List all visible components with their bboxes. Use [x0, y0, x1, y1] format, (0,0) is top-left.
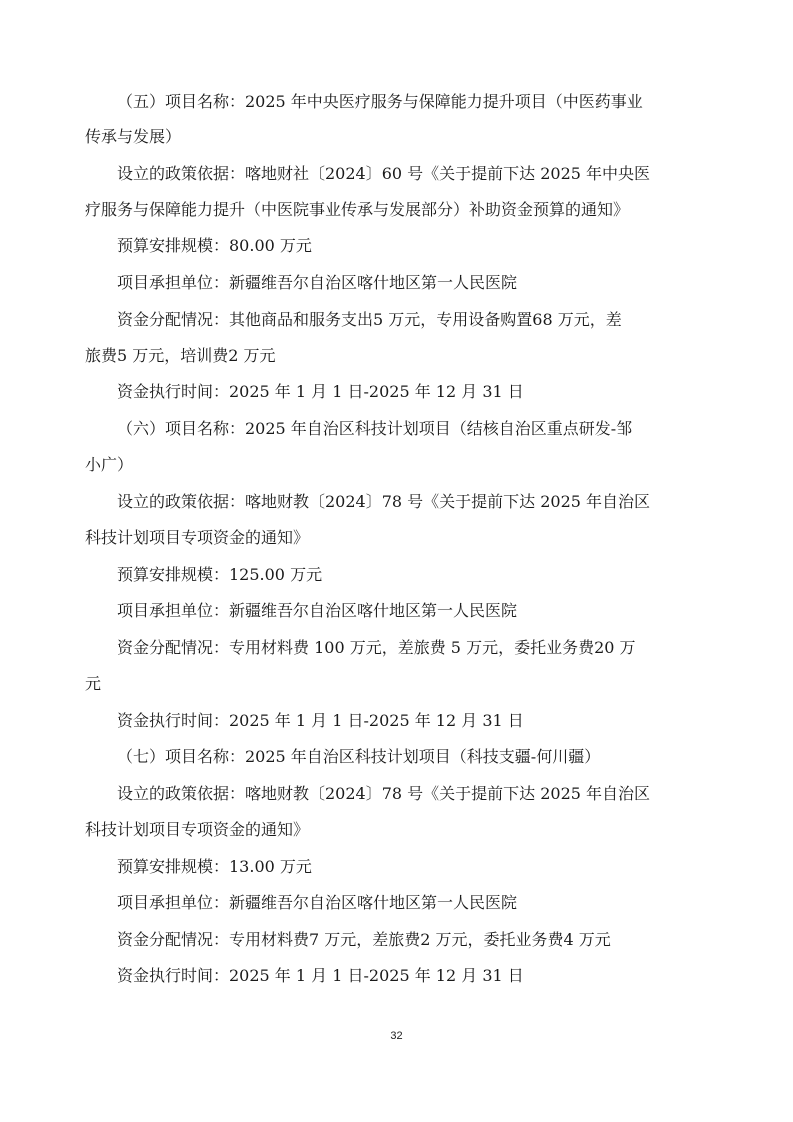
section-6-policy-basis-line-1: 设立的政策依据：喀地财教〔2024〕78 号《关于提前下达 2025 年自治区	[117, 492, 651, 511]
section-5-policy-basis-line-1: 设立的政策依据：喀地财社〔2024〕60 号《关于提前下达 2025 年中央医	[117, 164, 651, 183]
section-7-undertaking-unit: 项目承担单位：新疆维吾尔自治区喀什地区第一人民医院	[117, 893, 518, 912]
section-7-policy-basis-line-2: 科技计划项目专项资金的通知》	[85, 820, 310, 839]
section-6-fund-allocation-line-1: 资金分配情况：专用材料费 100 万元，差旅费 5 万元，委托业务费20 万	[117, 638, 636, 657]
section-5-fund-allocation-line-2: 旅费5 万元，培训费2 万元	[85, 346, 276, 365]
section-6-title-line-1: （六）项目名称：2025 年自治区科技计划项目（结核自治区重点研发-邹	[117, 419, 633, 438]
section-5-budget-scale: 预算安排规模：80.00 万元	[117, 236, 312, 255]
section-5-fund-allocation-line-1: 资金分配情况：其他商品和服务支出5 万元，专用设备购置68 万元，差	[117, 310, 622, 329]
section-7-fund-allocation: 资金分配情况：专用材料费7 万元，差旅费2 万元，委托业务费4 万元	[117, 930, 611, 949]
section-7-execution-period: 资金执行时间：2025 年 1 月 1 日-2025 年 12 月 31 日	[117, 966, 524, 985]
section-5-undertaking-unit: 项目承担单位：新疆维吾尔自治区喀什地区第一人民医院	[117, 273, 518, 292]
section-6-budget-scale: 预算安排规模：125.00 万元	[117, 565, 323, 584]
section-5-title-line-1: （五）项目名称：2025 年中央医疗服务与保障能力提升项目（中医药事业	[117, 92, 643, 111]
section-6-title-line-2: 小广）	[85, 455, 134, 474]
section-7-budget-scale: 预算安排规模：13.00 万元	[117, 857, 312, 876]
section-6-execution-period: 资金执行时间：2025 年 1 月 1 日-2025 年 12 月 31 日	[117, 711, 524, 730]
section-5-title-line-2: 传承与发展）	[85, 127, 182, 146]
section-5-execution-period: 资金执行时间：2025 年 1 月 1 日-2025 年 12 月 31 日	[117, 382, 524, 401]
section-6-undertaking-unit: 项目承担单位：新疆维吾尔自治区喀什地区第一人民医院	[117, 601, 518, 620]
section-7-policy-basis-line-1: 设立的政策依据：喀地财教〔2024〕78 号《关于提前下达 2025 年自治区	[117, 784, 651, 803]
section-6-policy-basis-line-2: 科技计划项目专项资金的通知》	[85, 528, 310, 547]
section-5-policy-basis-line-2: 疗服务与保障能力提升（中医院事业传承与发展部分）补助资金预算的通知》	[85, 200, 630, 219]
page-number: 32	[390, 1030, 403, 1042]
section-7-title: （七）项目名称：2025 年自治区科技计划项目（科技支疆-何川疆）	[117, 747, 601, 766]
section-6-fund-allocation-line-2: 元	[85, 674, 102, 693]
